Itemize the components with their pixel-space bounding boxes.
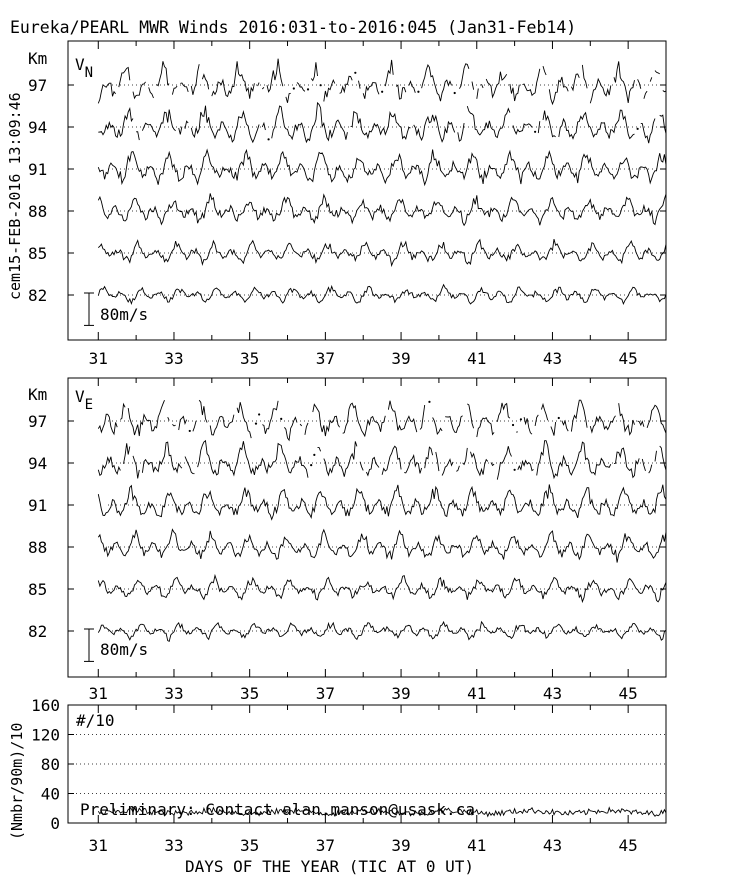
- trace-97km: [98, 414, 117, 434]
- trace-97km: [477, 418, 494, 437]
- trace-97km: [262, 87, 264, 89]
- trace-97km: [172, 86, 177, 95]
- x-tick-label: 45: [618, 684, 638, 703]
- trace-97km: [614, 61, 635, 103]
- y-tick-label: 120: [31, 725, 60, 745]
- x-tick-label: 35: [240, 836, 260, 855]
- trace-94km: [467, 106, 510, 137]
- x-tick-label: 31: [88, 349, 108, 368]
- trace-point-97: [307, 88, 309, 90]
- trace-point-94: [310, 464, 312, 466]
- trace-94km: [660, 446, 666, 470]
- x-axis-title: DAYS OF THE YEAR (TIC AT 0 UT): [185, 857, 474, 876]
- trace-97km: [590, 79, 611, 103]
- trace-97km: [343, 403, 386, 436]
- trace-point-97: [293, 87, 295, 89]
- trace-88km: [98, 530, 666, 563]
- counts-x-axis: [89, 705, 666, 855]
- trace-97km: [396, 85, 406, 99]
- trace-91km: [98, 484, 666, 519]
- trace-94km: [98, 109, 133, 138]
- x-tick-label: 41: [467, 684, 487, 703]
- trace-97km: [133, 82, 146, 98]
- trace-94km: [642, 459, 645, 471]
- trace-97km: [119, 68, 130, 88]
- trace-97km: [300, 424, 302, 426]
- x-tick-label: 45: [618, 836, 638, 855]
- trace-94km: [404, 456, 421, 474]
- trace-97km: [549, 77, 568, 104]
- trace-97km: [655, 71, 660, 74]
- x-tick-label: 43: [542, 684, 563, 703]
- y-tick-label: 91: [28, 496, 48, 515]
- trace-94km: [262, 123, 265, 130]
- ve-traces: [98, 400, 666, 641]
- preliminary-note: Preliminary: Contact alan.manson@usask.ca: [80, 800, 475, 819]
- ve-units-label: Km: [28, 385, 48, 404]
- trace-94km: [436, 452, 439, 471]
- x-tick-label: 33: [164, 349, 184, 368]
- trace-94km: [124, 443, 130, 464]
- trace-97km: [359, 81, 361, 89]
- y-tick-label: 160: [31, 696, 60, 715]
- trace-97km: [363, 83, 379, 99]
- trace-94km: [142, 442, 182, 473]
- trace-94km: [559, 110, 635, 139]
- trace-point-97: [558, 417, 560, 419]
- trace-97km: [571, 400, 587, 431]
- trace-94km: [641, 119, 655, 144]
- trace-94km: [133, 456, 139, 479]
- trace-97km: [191, 64, 199, 95]
- trace-94km: [185, 457, 195, 474]
- counts-y-label: (Nmbr/90m)/10: [8, 722, 26, 840]
- trace-point-94: [637, 128, 639, 130]
- trace-97km: [543, 66, 546, 75]
- trace-94km: [360, 462, 363, 471]
- trace-94km: [442, 459, 453, 475]
- trace-94km: [518, 461, 534, 471]
- trace-97km: [212, 61, 255, 98]
- trace-97km: [180, 83, 188, 92]
- x-tick-label: 41: [467, 836, 487, 855]
- ve-scale-bar: [84, 629, 94, 661]
- trace-85km: [98, 239, 666, 265]
- x-tick-label: 31: [88, 836, 108, 855]
- x-tick-label: 37: [315, 349, 335, 368]
- counts-panel: [8, 696, 666, 876]
- trace-97km: [168, 417, 170, 420]
- y-tick-label: 0: [50, 814, 60, 833]
- trace-97km: [128, 400, 164, 436]
- y-tick-label: 94: [28, 118, 48, 137]
- trace-97km: [571, 74, 579, 90]
- y-tick-label: 88: [28, 202, 48, 221]
- trace-97km: [497, 403, 510, 422]
- vn-panel: [28, 41, 666, 368]
- trace-97km: [210, 415, 234, 435]
- trace-point-94: [267, 138, 269, 140]
- trace-97km: [523, 69, 540, 96]
- trace-point-97: [280, 418, 282, 420]
- trace-97km: [286, 93, 291, 103]
- trace-88km: [98, 193, 666, 225]
- trace-point-97: [512, 424, 514, 426]
- x-tick-label: 37: [315, 836, 335, 855]
- trace-97km: [482, 84, 484, 88]
- x-tick-label: 39: [391, 836, 411, 855]
- trace-point-97: [520, 418, 522, 420]
- trace-97km: [467, 404, 473, 428]
- trace-82km: [98, 622, 666, 642]
- trace-97km: [284, 418, 297, 441]
- x-tick-label: 31: [88, 684, 108, 703]
- ve-component-label: VE: [75, 387, 94, 413]
- trace-94km: [366, 458, 379, 476]
- counts-gridlines: [68, 735, 666, 794]
- vn-component-label: VN: [75, 55, 94, 81]
- trace-97km: [524, 417, 532, 434]
- trace-97km: [324, 80, 335, 101]
- trace-94km: [191, 106, 259, 142]
- trace-97km: [535, 415, 538, 426]
- trace-97km: [202, 75, 208, 90]
- trace-94km: [614, 448, 639, 477]
- trace-94km: [655, 451, 657, 462]
- trace-94km: [649, 465, 652, 474]
- y-tick-label: 97: [28, 76, 48, 95]
- trace-97km: [297, 83, 305, 92]
- trace-94km: [456, 466, 459, 472]
- trace-point-97: [320, 84, 322, 86]
- trace-point-94: [534, 131, 536, 133]
- ve-scale-label: 80m/s: [100, 640, 149, 659]
- trace-94km: [463, 448, 468, 465]
- trace-94km: [538, 121, 540, 133]
- trace-point-97: [255, 423, 257, 425]
- trace-97km: [313, 404, 340, 436]
- trace-97km: [638, 421, 644, 427]
- trace-94km: [513, 124, 532, 134]
- x-tick-label: 41: [467, 349, 487, 368]
- trace-94km: [198, 441, 308, 478]
- chart-title: Eureka/PEARL MWR Winds 2016:031-to-2016:045 (Jan31-Feb14): [10, 18, 577, 37]
- y-tick-label: 85: [28, 580, 48, 599]
- trace-point-97: [354, 72, 356, 74]
- y-tick-label: 82: [28, 622, 48, 641]
- trace-97km: [157, 61, 170, 85]
- vn-gridlines: [108, 85, 666, 295]
- x-tick-label: 33: [164, 684, 184, 703]
- x-tick-label: 43: [542, 836, 563, 855]
- vn-traces: [98, 59, 666, 304]
- trace-82km: [98, 285, 666, 304]
- trace-94km: [136, 132, 139, 140]
- x-tick-label: 37: [315, 684, 335, 703]
- trace-97km: [258, 83, 260, 87]
- trace-97km: [510, 84, 519, 101]
- trace-91km: [98, 150, 666, 185]
- trace-97km: [422, 65, 452, 101]
- vn-y-axis: [28, 76, 666, 305]
- vn-scale-label: 80m/s: [100, 305, 149, 324]
- trace-94km: [382, 446, 401, 475]
- trace-94km: [98, 457, 120, 476]
- trace-97km: [638, 79, 641, 88]
- trace-97km: [647, 405, 666, 433]
- trace-97km: [619, 403, 635, 434]
- trace-97km: [179, 417, 187, 431]
- trace-97km: [305, 423, 308, 435]
- ve-x-axis: [89, 378, 666, 703]
- trace-97km: [267, 59, 283, 92]
- trace-97km: [477, 89, 479, 99]
- y-tick-label: 97: [28, 412, 48, 431]
- trace-97km: [472, 82, 474, 90]
- timestamp-label: cem15-FEB-2016 13:09:46: [6, 92, 24, 300]
- trace-97km: [311, 62, 317, 80]
- y-tick-label: 88: [28, 538, 48, 557]
- trace-97km: [237, 402, 251, 438]
- trace-94km: [471, 452, 488, 475]
- x-tick-label: 39: [391, 349, 411, 368]
- vn-scale-bar: [84, 293, 94, 325]
- x-tick-label: 39: [391, 684, 411, 703]
- y-tick-label: 94: [28, 454, 48, 473]
- trace-94km: [537, 441, 611, 478]
- trace-94km: [318, 447, 321, 451]
- trace-97km: [388, 401, 416, 432]
- trace-point-97: [454, 92, 456, 94]
- trace-point-94: [313, 454, 315, 456]
- trace-97km: [98, 83, 115, 103]
- vn-units-label: Km: [28, 49, 48, 68]
- trace-point-97: [428, 401, 430, 403]
- trace-94km: [324, 441, 357, 476]
- ve-y-axis: [28, 412, 666, 641]
- trace-94km: [351, 112, 411, 139]
- y-tick-label: 80: [40, 755, 60, 774]
- y-tick-label: 40: [40, 784, 60, 804]
- x-tick-label: 45: [618, 349, 638, 368]
- x-tick-label: 33: [164, 836, 184, 855]
- x-tick-label: 43: [542, 349, 563, 368]
- trace-97km: [149, 87, 154, 98]
- trace-97km: [541, 404, 547, 420]
- trace-97km: [445, 416, 462, 433]
- counts-legend-label: #/10: [76, 711, 115, 730]
- x-tick-label: 35: [240, 684, 260, 703]
- trace-point-97: [189, 430, 191, 432]
- trace-97km: [433, 418, 443, 435]
- trace-94km: [179, 127, 182, 135]
- trace-97km: [262, 401, 278, 434]
- trace-97km: [486, 72, 507, 97]
- trace-94km: [425, 447, 433, 468]
- trace-94km: [543, 111, 556, 137]
- trace-97km: [199, 400, 207, 422]
- trace-97km: [340, 76, 353, 93]
- y-tick-label: 85: [28, 244, 48, 263]
- y-tick-label: 82: [28, 286, 48, 305]
- x-tick-label: 35: [240, 349, 260, 368]
- trace-97km: [650, 77, 652, 81]
- trace-94km: [142, 110, 175, 137]
- y-tick-label: 91: [28, 160, 48, 179]
- trace-97km: [420, 405, 425, 430]
- trace-97km: [120, 404, 125, 419]
- trace-94km: [660, 115, 666, 134]
- trace-94km: [272, 103, 348, 142]
- trace-97km: [409, 82, 415, 93]
- trace-97km: [551, 422, 556, 436]
- trace-97km: [172, 424, 175, 426]
- trace-94km: [458, 123, 464, 141]
- trace-97km: [562, 421, 568, 431]
- trace-97km: [193, 421, 196, 432]
- trace-point-94: [514, 469, 516, 471]
- trace-97km: [385, 60, 393, 86]
- trace-point-97: [258, 413, 260, 415]
- trace-94km: [414, 115, 455, 142]
- trace-97km: [644, 91, 647, 99]
- trace-97km: [590, 416, 615, 432]
- trace-point-97: [417, 91, 419, 93]
- trace-94km: [185, 121, 188, 129]
- ve-panel: [28, 378, 666, 703]
- trace-point-97: [381, 91, 383, 93]
